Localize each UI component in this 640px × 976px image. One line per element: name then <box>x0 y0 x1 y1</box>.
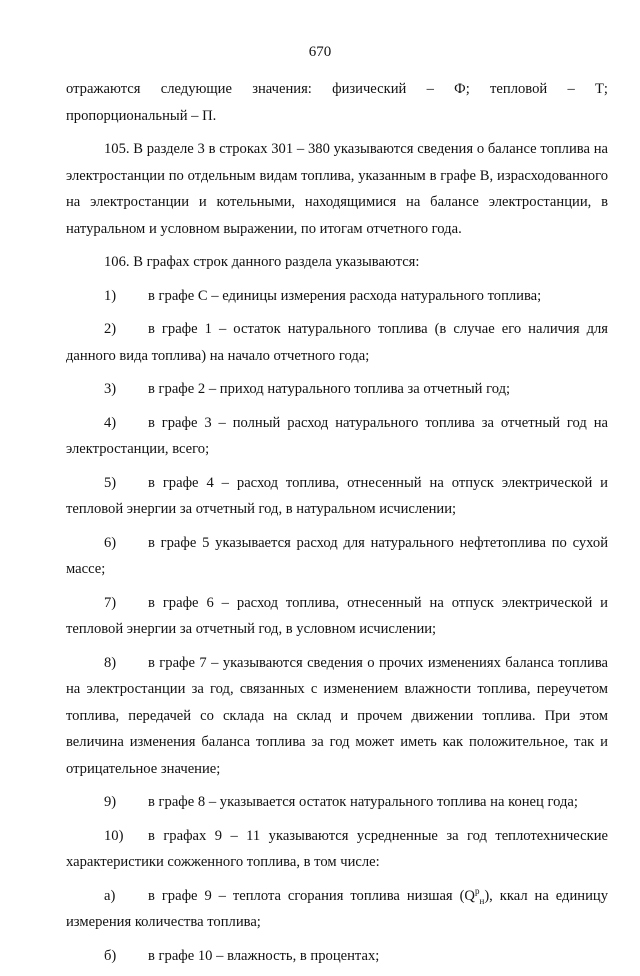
list-item-text: в графе 6 – расход топлива, отнесенный на отпуск электрической и тепловой энергии за отчетный год, в условном исчислении; <box>66 594 608 637</box>
subitem-text-before: в графе 9 – теплота сгорания топлива низшая (Q <box>148 887 475 904</box>
list-item-marker: 2) <box>104 321 117 337</box>
list-item <box>66 316 608 369</box>
list-item-text: в графе 3 – полный расход натурального топлива за отчетный год на электростанции, всего; <box>66 414 608 457</box>
subitem-text-after: ), ккал на единицу измерения количества топлива; <box>66 887 608 930</box>
list-item-marker: 5) <box>104 474 117 491</box>
paragraph-105: 105. В разделе 3 в строках 301 – 380 указываются сведения о балансе топлива на электростанции по отдельным видам топлива, указанным в графе В, израсходованного на электростанции и котельными, находящимися на балансе электростанции, в натуральном и условном выражении, по итогам отчетного года. <box>66 141 608 237</box>
subitem-b <box>66 943 608 970</box>
list-item-marker: 10) <box>104 827 124 844</box>
paragraph-106: 106. В графах строк данного раздела указываются: <box>104 254 420 270</box>
list-item-marker: 1) <box>104 287 117 304</box>
subitem-text: в графе 10 – влажность, в процентах; <box>148 947 380 964</box>
subitem-marker: б) <box>104 947 117 964</box>
list-item-marker: 9) <box>104 794 117 810</box>
subitem-a <box>66 883 608 936</box>
list-item-text: в графе 7 – указываются сведения о прочих изменениях баланса топлива на электростанции за год, связанных с изменением влажности топлива, переучетом топлива, передачей со склада на склад и прочем движении топлива. При этом величина изменения баланса топлива за год может иметь как положительное, так и отрицательное значение; <box>66 654 608 777</box>
list-item <box>66 789 608 816</box>
list-item-marker: 6) <box>104 534 117 551</box>
list-item-marker: 8) <box>104 654 117 671</box>
list-item <box>66 650 608 783</box>
formula-subscript: н <box>479 895 485 906</box>
list-item-text: в графе 2 – приход натурального топлива за отчетный год; <box>148 381 511 397</box>
list-item <box>66 530 608 583</box>
list-item-text: в графе 5 указывается расход для натурального нефтетоплива по сухой массе; <box>66 534 608 577</box>
list-item-marker: 4) <box>104 414 117 431</box>
paragraph-continuation-line2: пропорциональный – П. <box>66 107 217 124</box>
paragraph-continuation-line1: отражаются следующие значения: физический – Ф; тепловой – Т; <box>66 81 608 97</box>
subitem-marker: а) <box>104 887 116 904</box>
list-item-marker: 7) <box>104 594 117 611</box>
page-number: 670 <box>308 44 332 60</box>
list-item <box>66 590 608 643</box>
list-item <box>66 283 608 310</box>
items-list <box>66 283 608 816</box>
list-item-marker: 3) <box>104 381 117 397</box>
list-item-text: в графах 9 – 11 указываются усредненные за год теплотехнические характеристики сожженного топлива, в том числе: <box>66 827 608 870</box>
list-item-text: в графе 4 – расход топлива, отнесенный на отпуск электрической и тепловой энергии за отчетный год, в натуральном исчислении; <box>66 474 608 517</box>
list-item <box>66 376 608 403</box>
list-item-text: в графе 8 – указывается остаток натурального топлива на конец года; <box>148 794 578 810</box>
list-item <box>66 410 608 463</box>
list-item-10 <box>66 823 608 876</box>
document-body <box>66 76 608 976</box>
list-item-text: в графе 1 – остаток натурального топлива (в случае его наличия для данного вида топлива) на начало отчетного года; <box>66 321 608 364</box>
formula-superscript: р <box>474 885 480 896</box>
list-item <box>66 470 608 523</box>
list-item-text: в графе С – единицы измерения расхода натурального топлива; <box>148 287 542 304</box>
